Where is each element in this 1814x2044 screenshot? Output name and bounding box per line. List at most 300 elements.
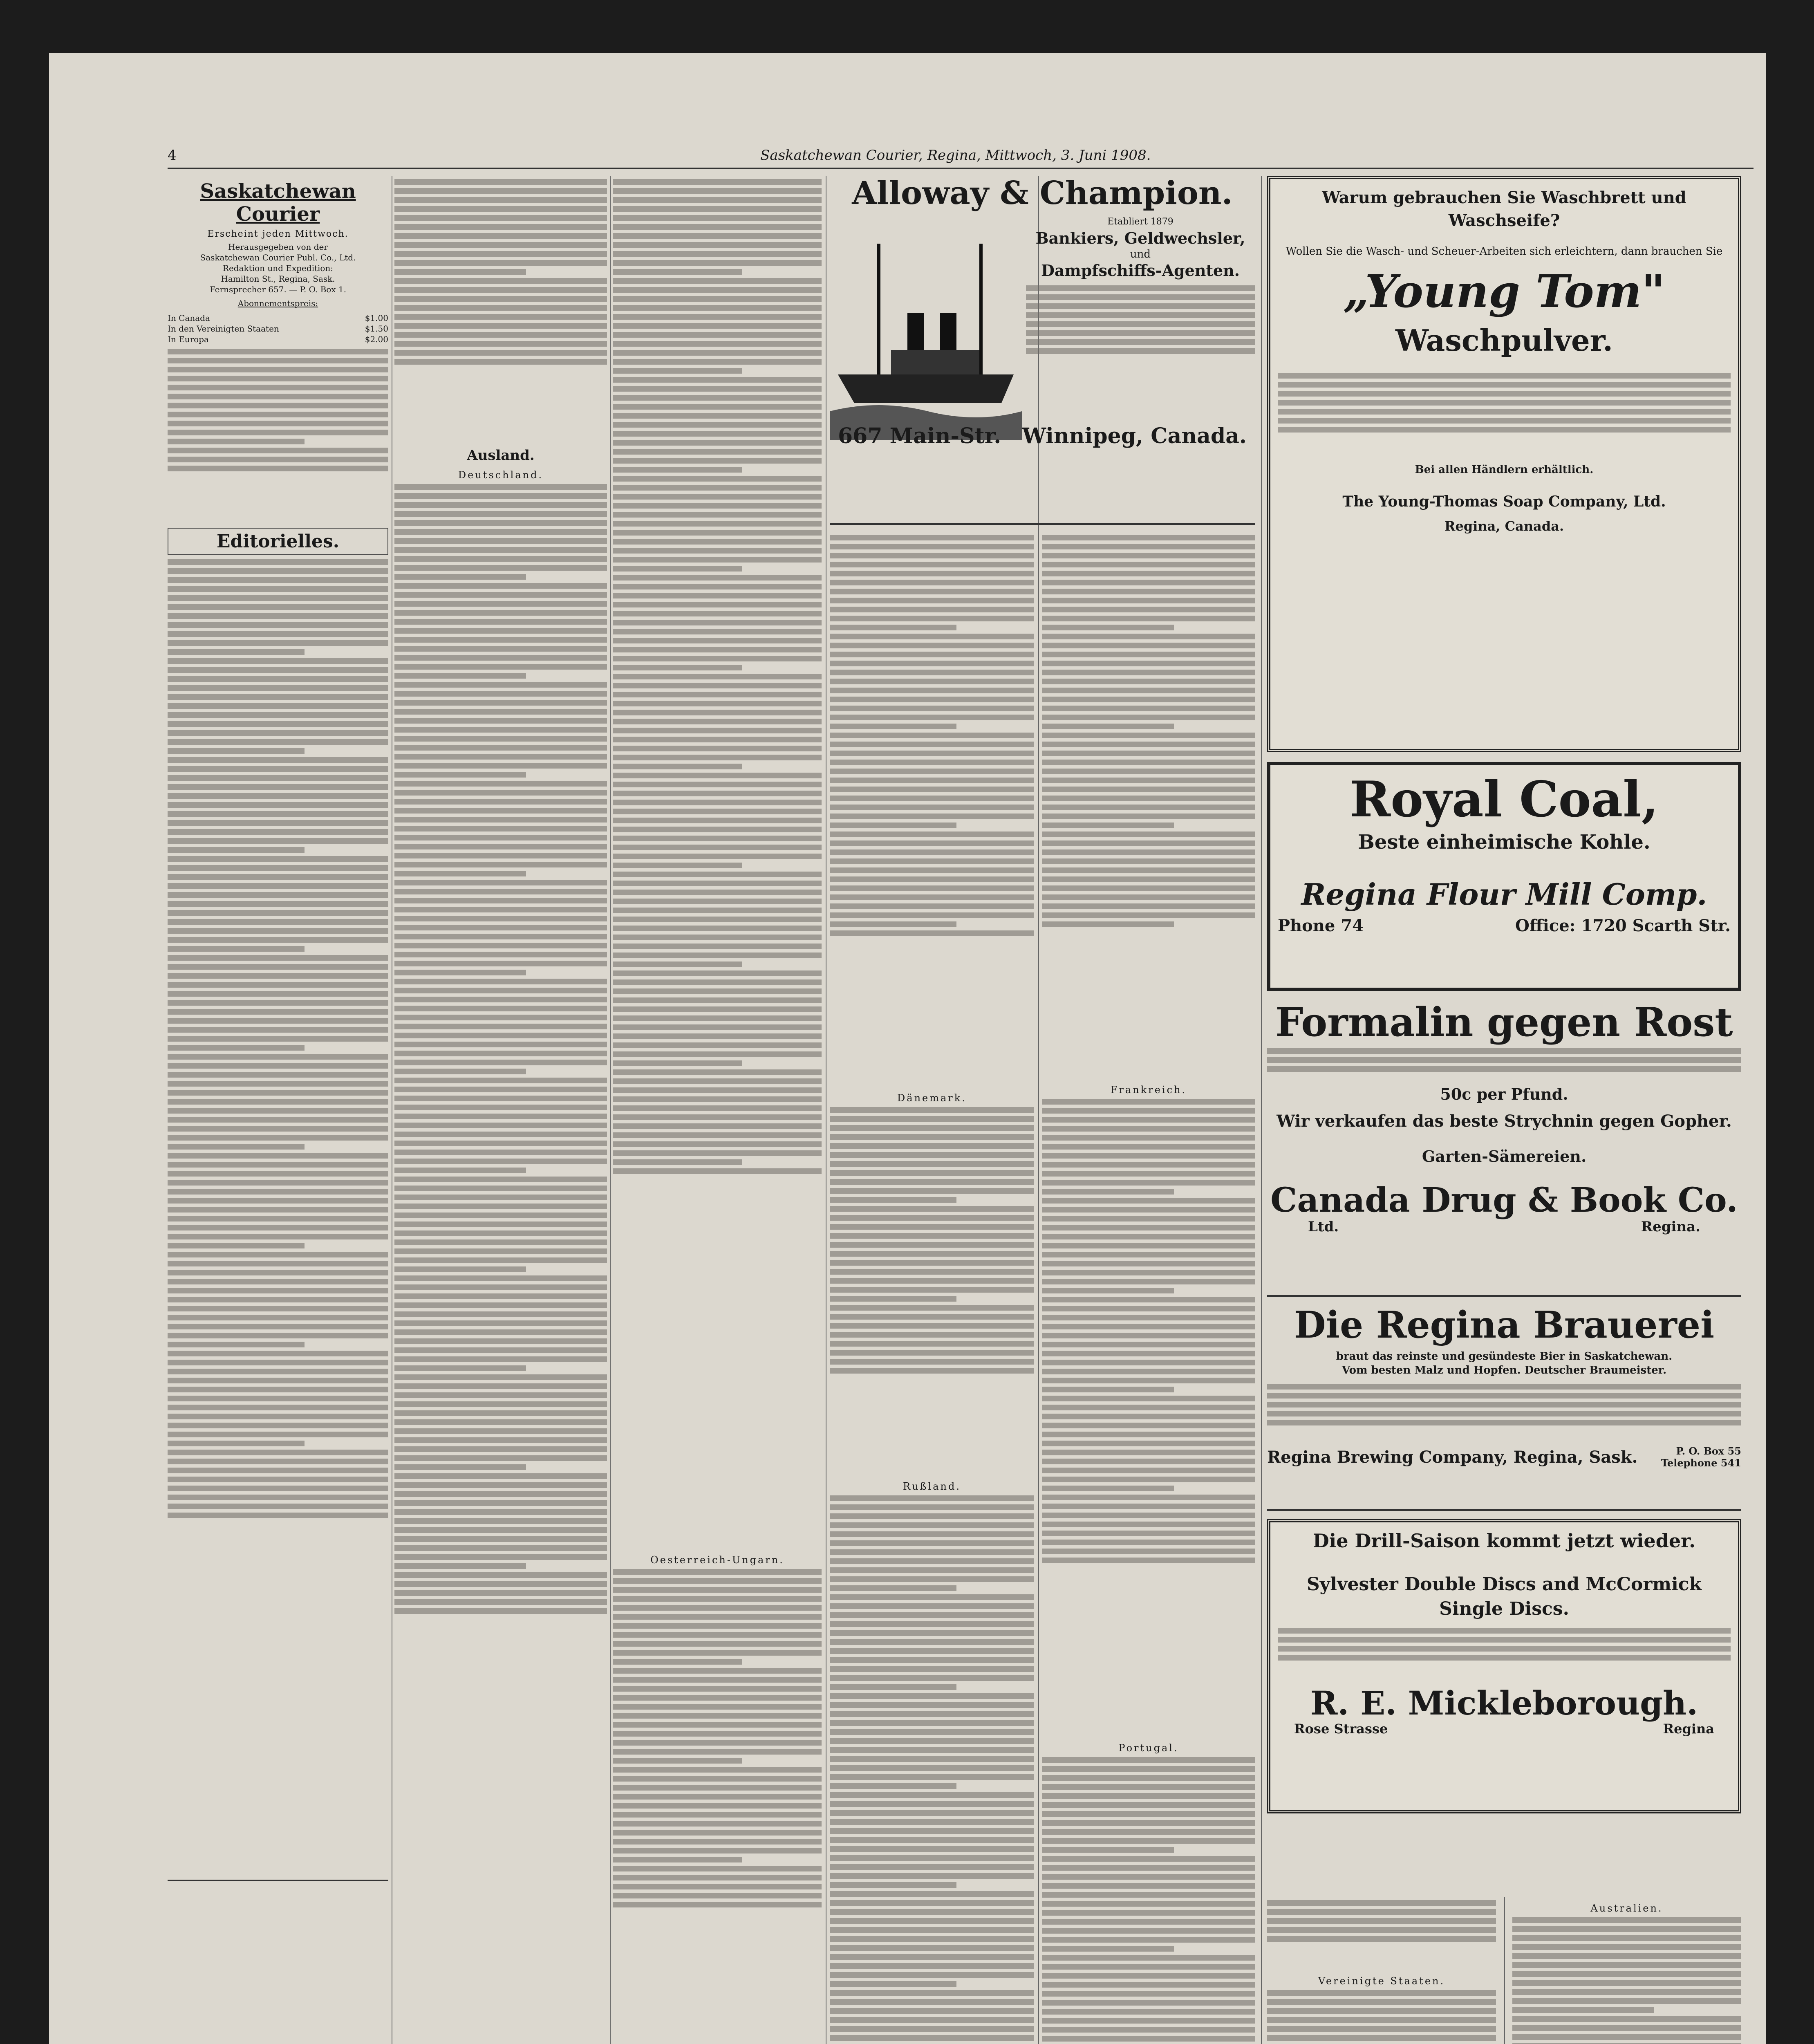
masthead-publisher: Herausgegeben von der (228, 242, 328, 252)
text-line (830, 1558, 1034, 1564)
text-line (168, 1207, 388, 1213)
text-line (830, 1639, 1034, 1645)
text-line (1042, 1459, 1255, 1464)
text-line (830, 1702, 1034, 1708)
text-line (168, 1423, 388, 1428)
text-line (613, 1794, 822, 1800)
text-line (394, 1069, 526, 1074)
text-line (613, 1686, 822, 1692)
text-line (830, 1855, 1034, 1861)
text-line (1042, 1261, 1255, 1266)
text-line (1278, 391, 1731, 397)
text-line (1042, 1486, 1174, 1491)
text-line (168, 1306, 388, 1311)
text-line (1042, 858, 1255, 864)
text-line (1026, 330, 1255, 336)
text-line (613, 323, 822, 329)
text-line (613, 548, 822, 554)
text-line (394, 1563, 526, 1569)
text-line (613, 1875, 822, 1880)
text-line (394, 1383, 607, 1389)
text-line (394, 610, 607, 616)
text-line (830, 1269, 1034, 1275)
text-line (394, 1239, 607, 1245)
text-line (1042, 733, 1255, 738)
text-line (613, 296, 822, 302)
text-line (168, 1090, 388, 1096)
text-line (830, 1792, 1034, 1798)
text-line (830, 1675, 1034, 1681)
ad-formalin-title: Formalin gegen Rost (1275, 999, 1733, 1045)
text-line (830, 643, 1034, 648)
text-line (394, 880, 607, 885)
ad-young-tom-company: The Young-Thomas Soap Company, Ltd. (1342, 493, 1666, 511)
text-line (830, 1864, 1034, 1870)
text-line (613, 845, 822, 850)
text-line (830, 1981, 956, 1987)
text-line (394, 1221, 607, 1227)
ad-drill-dealer: R. E. Mickleborough. (1310, 1684, 1698, 1722)
ad-royal-coal-phone: Phone 74 (1278, 916, 1364, 936)
text-line (394, 1042, 607, 1047)
text-line (168, 1117, 388, 1123)
text-line (1278, 400, 1731, 406)
text-line (394, 1096, 607, 1101)
text-line (1042, 1315, 1255, 1320)
text-line (168, 1135, 388, 1141)
text-line (168, 1378, 388, 1383)
text-line (1042, 831, 1255, 837)
text-line (830, 1341, 1034, 1347)
text-line (613, 1015, 822, 1021)
ad-alloway-established: Etabliert 1879 (1107, 216, 1174, 227)
text-line (394, 1284, 607, 1290)
text-line (394, 1024, 607, 1029)
ad-young-tom-product: „Young Tom" (1343, 265, 1665, 318)
text-line (394, 1347, 607, 1353)
text-line (1026, 303, 1255, 309)
text-line (168, 1369, 388, 1374)
text-line (168, 577, 388, 583)
text-line (1042, 1937, 1255, 1943)
text-line (613, 1884, 822, 1889)
text-line (168, 1351, 388, 1356)
text-line (394, 907, 607, 912)
text-line (830, 1179, 1034, 1185)
text-line (613, 890, 822, 895)
editorial-text (168, 559, 388, 1880)
ad-zu-verkaufen (168, 1880, 388, 1885)
text-line (394, 1482, 607, 1488)
price-row: In Europa $2.00 (168, 334, 388, 344)
text-line (168, 730, 388, 736)
text-line (830, 769, 1034, 774)
text-line (613, 692, 822, 697)
text-line (168, 937, 388, 943)
text-line (613, 1168, 822, 1174)
text-line (613, 1159, 742, 1165)
text-line (613, 620, 822, 625)
text-line (613, 908, 822, 913)
text-line (613, 728, 822, 733)
text-line (830, 598, 1034, 603)
text-line (613, 1123, 822, 1129)
text-line (1042, 1288, 1174, 1293)
text-line (1042, 894, 1255, 900)
text-line (613, 1587, 822, 1593)
text-line (830, 751, 1034, 756)
text-line (613, 1006, 822, 1012)
text-line (168, 376, 388, 381)
text-line (830, 1999, 1034, 2005)
text-line (168, 559, 388, 565)
text-line (830, 787, 1034, 792)
text-line (613, 413, 822, 419)
text-line (394, 673, 526, 679)
text-line (613, 1033, 822, 1039)
text-line (830, 1720, 1034, 1726)
text-line (1278, 373, 1731, 379)
text-line (830, 1819, 1034, 1825)
text-line (830, 1368, 1034, 1374)
text-line (613, 395, 822, 401)
page-number: 4 (168, 147, 177, 164)
text-line (613, 467, 742, 473)
text-line (1042, 1333, 1255, 1338)
text-line (168, 1252, 388, 1257)
text-line (394, 790, 607, 796)
text-line (613, 629, 822, 634)
text-line (394, 1293, 607, 1299)
text-line (168, 1324, 388, 1329)
text-line (1278, 409, 1731, 415)
text-line (394, 646, 607, 652)
text-line (613, 1776, 822, 1782)
text-line (168, 1027, 388, 1033)
text-line (1042, 885, 1255, 891)
text-line (394, 1060, 607, 1065)
ad-young-tom-text (1278, 373, 1731, 463)
text-line (394, 1491, 607, 1497)
ad-drill-street: Rose Strasse (1294, 1721, 1388, 1737)
text-line (394, 332, 607, 338)
text-line (613, 926, 822, 931)
column-1 (168, 176, 388, 2044)
ad-brauerei-box: P. O. Box 55 (1676, 1445, 1741, 1457)
text-line (394, 1177, 607, 1182)
text-line (394, 520, 607, 526)
text-line (394, 1419, 607, 1425)
text-line (613, 1812, 822, 1818)
text-line (394, 341, 607, 347)
text-line (168, 1036, 388, 1042)
text-line (613, 674, 822, 679)
text-line (613, 1848, 822, 1853)
text-line (168, 430, 388, 435)
text-line (168, 919, 388, 925)
text-line (168, 1315, 388, 1320)
text-line (1042, 1234, 1255, 1239)
text-line (168, 1189, 388, 1195)
text-line (168, 586, 388, 592)
text-line (394, 188, 607, 194)
text-line (394, 1213, 607, 1218)
section-vereinigte-staaten: Vereinigte Staaten. (1318, 1975, 1445, 1987)
text-line (168, 676, 388, 682)
text-line (830, 2017, 1034, 2023)
text-line (1042, 1414, 1255, 1419)
text-line (1042, 1216, 1255, 1221)
text-line (613, 377, 822, 383)
text-line (613, 341, 822, 347)
text-line (394, 529, 607, 535)
text-line (1042, 1270, 1255, 1275)
text-line (613, 782, 822, 787)
text-line (613, 188, 822, 194)
text-line (168, 640, 388, 646)
text-line (830, 1828, 1034, 1834)
text-line (1042, 1126, 1255, 1132)
article-text (1512, 1917, 1741, 2044)
text-line (168, 1288, 388, 1293)
text-line (1042, 1198, 1255, 1204)
text-line (613, 683, 822, 688)
ad-brauerei-line1: braut das reinste und gesündeste Bier in Saskatchewan. (1336, 1350, 1673, 1363)
text-line (1042, 1324, 1255, 1329)
text-line (168, 982, 388, 988)
text-line (1042, 1360, 1255, 1365)
article-text (830, 535, 1034, 1087)
text-line (613, 1614, 822, 1620)
text-line (1042, 787, 1255, 792)
text-line (613, 584, 822, 589)
masthead-publisher-name: Saskatchewan Courier Publ. Co., Ltd. (200, 253, 356, 262)
text-line (613, 215, 822, 221)
text-line (394, 655, 607, 661)
ad-formalin-price: 50c per Pfund. (1440, 1085, 1568, 1103)
text-line (830, 625, 956, 630)
text-line (394, 1168, 526, 1173)
text-line (1042, 1946, 1174, 1952)
text-line (613, 1713, 822, 1719)
ad-brauerei-phone: Telephone 541 (1661, 1457, 1741, 1469)
text-line (830, 1747, 1034, 1753)
text-line (1042, 849, 1255, 855)
text-line (394, 970, 526, 975)
text-line (1042, 1117, 1255, 1123)
text-line (168, 1450, 388, 1455)
text-line (830, 876, 1034, 882)
text-line (830, 840, 1034, 846)
text-line (613, 1695, 822, 1701)
text-line (1042, 1829, 1255, 1835)
text-line (168, 802, 388, 808)
text-line (1042, 544, 1255, 549)
text-line (394, 233, 607, 239)
text-line (830, 1810, 1034, 1816)
text-line (1042, 1504, 1255, 1509)
text-line (394, 1410, 607, 1416)
text-line (394, 1195, 607, 1200)
text-line (613, 979, 822, 985)
text-line (613, 566, 742, 572)
text-line (613, 1704, 822, 1710)
column-3 (613, 176, 822, 2044)
text-line (1512, 2007, 1654, 2013)
text-line (613, 961, 742, 967)
text-line (613, 1623, 822, 1629)
text-line (613, 458, 822, 464)
text-line (168, 1153, 388, 1159)
text-line (613, 512, 822, 518)
text-line (1267, 1393, 1741, 1399)
section-deutschland: Deutschland. (458, 469, 544, 481)
text-line (1267, 1057, 1741, 1063)
text-line (613, 503, 822, 509)
text-line (1042, 589, 1255, 594)
text-line (1042, 840, 1255, 846)
text-line (394, 565, 607, 571)
text-line (394, 1509, 607, 1515)
ad-royal-coal-office: Office: 1720 Scarth Str. (1515, 916, 1731, 936)
text-line (1278, 1628, 1731, 1634)
text-line (1042, 1441, 1255, 1446)
text-line (830, 1576, 1034, 1582)
text-line (168, 874, 388, 880)
text-line (394, 619, 607, 625)
text-line (394, 1087, 607, 1092)
text-line (830, 1197, 956, 1203)
text-line (1042, 1108, 1255, 1114)
ad-young-tom-city: Regina, Canada. (1444, 518, 1564, 534)
text-line (394, 727, 607, 733)
text-line (394, 718, 607, 724)
ad-alloway-line3: Dampfschiffs-Agenten. (1041, 261, 1240, 280)
text-line (613, 1641, 822, 1647)
column-6a (1267, 1897, 1496, 2044)
text-line (613, 1767, 822, 1773)
text-line (168, 1108, 388, 1114)
text-line (1042, 562, 1255, 567)
text-line (168, 1000, 388, 1006)
text-line (168, 1081, 388, 1087)
text-line (394, 1186, 607, 1191)
text-line (830, 1900, 1034, 1906)
text-line (613, 386, 822, 392)
masthead-phone: Fernsprecher 657. — P. O. Box 1. (209, 285, 347, 294)
text-line (394, 1527, 607, 1533)
text-line (613, 944, 822, 949)
text-line (168, 820, 388, 826)
text-line (1042, 1928, 1255, 1934)
text-line (830, 1873, 1034, 1879)
text-line (1042, 2018, 1255, 2024)
text-line (830, 1711, 1034, 1717)
text-line (168, 1477, 388, 1482)
text-line (394, 1518, 607, 1524)
text-line (830, 1359, 1034, 1365)
text-line (613, 476, 822, 482)
text-line (394, 1033, 607, 1038)
text-line (394, 1599, 607, 1605)
text-line (1042, 1955, 1255, 1961)
text-line (1042, 661, 1255, 666)
text-line (1042, 652, 1255, 657)
text-line (613, 1150, 822, 1156)
ad-formalin-ltd: Ltd. (1308, 1218, 1339, 1235)
text-line (1042, 1477, 1255, 1482)
text-line (394, 700, 607, 706)
text-line (1042, 805, 1255, 810)
text-line (830, 849, 1034, 855)
text-line (613, 611, 822, 616)
text-line (830, 616, 1034, 621)
text-line (394, 1374, 607, 1380)
text-line (1042, 1901, 1255, 1907)
text-line (394, 1428, 607, 1434)
text-line (613, 1659, 742, 1665)
text-line (830, 760, 1034, 765)
text-line (168, 703, 388, 709)
column-2 (394, 176, 607, 2044)
ad-alloway-city: Winnipeg, Canada. (1022, 423, 1247, 448)
text-line (613, 746, 822, 751)
text-line (830, 634, 1034, 639)
text-line (1042, 1531, 1255, 1536)
text-line (613, 305, 822, 311)
text-line (168, 1441, 305, 1446)
text-line (394, 1257, 607, 1263)
text-line (830, 1756, 1034, 1762)
masthead-title: Saskatchewan Courier (200, 180, 356, 226)
text-line (1042, 697, 1255, 702)
text-line (613, 1893, 822, 1898)
column-5 (1042, 531, 1255, 2044)
text-line (613, 242, 822, 248)
text-line (830, 823, 956, 828)
text-line (168, 1495, 388, 1500)
price-row: In Canada $1.00 (168, 313, 388, 323)
text-line (830, 1170, 1034, 1176)
text-line (613, 665, 742, 670)
text-line (1026, 285, 1255, 291)
text-line (1042, 679, 1255, 684)
text-line (394, 1590, 607, 1596)
text-line (394, 1536, 607, 1542)
text-line (394, 709, 607, 715)
text-line (394, 359, 607, 365)
ad-young-tom-intro: Wollen Sie die Wasch- und Scheuer-Arbeiten sich erleichtern, dann brauchen Sie (1285, 245, 1723, 258)
text-line (1512, 2025, 1741, 2031)
section-ausland: Ausland. (467, 447, 535, 464)
text-line (168, 604, 388, 610)
text-line (1042, 1892, 1255, 1898)
text-line (1278, 418, 1731, 424)
text-line (168, 1468, 388, 1473)
text-line (1042, 1423, 1255, 1428)
text-line (830, 912, 1034, 918)
text-line (1042, 2000, 1255, 2006)
text-line (394, 296, 607, 302)
text-line (830, 2026, 1034, 2032)
text-line (830, 1891, 1034, 1897)
text-line (168, 1234, 388, 1239)
text-line (830, 1161, 1034, 1167)
text-line (613, 1839, 822, 1845)
text-line (830, 1143, 1034, 1149)
text-line (1042, 1982, 1255, 1988)
text-line (1042, 1847, 1174, 1853)
